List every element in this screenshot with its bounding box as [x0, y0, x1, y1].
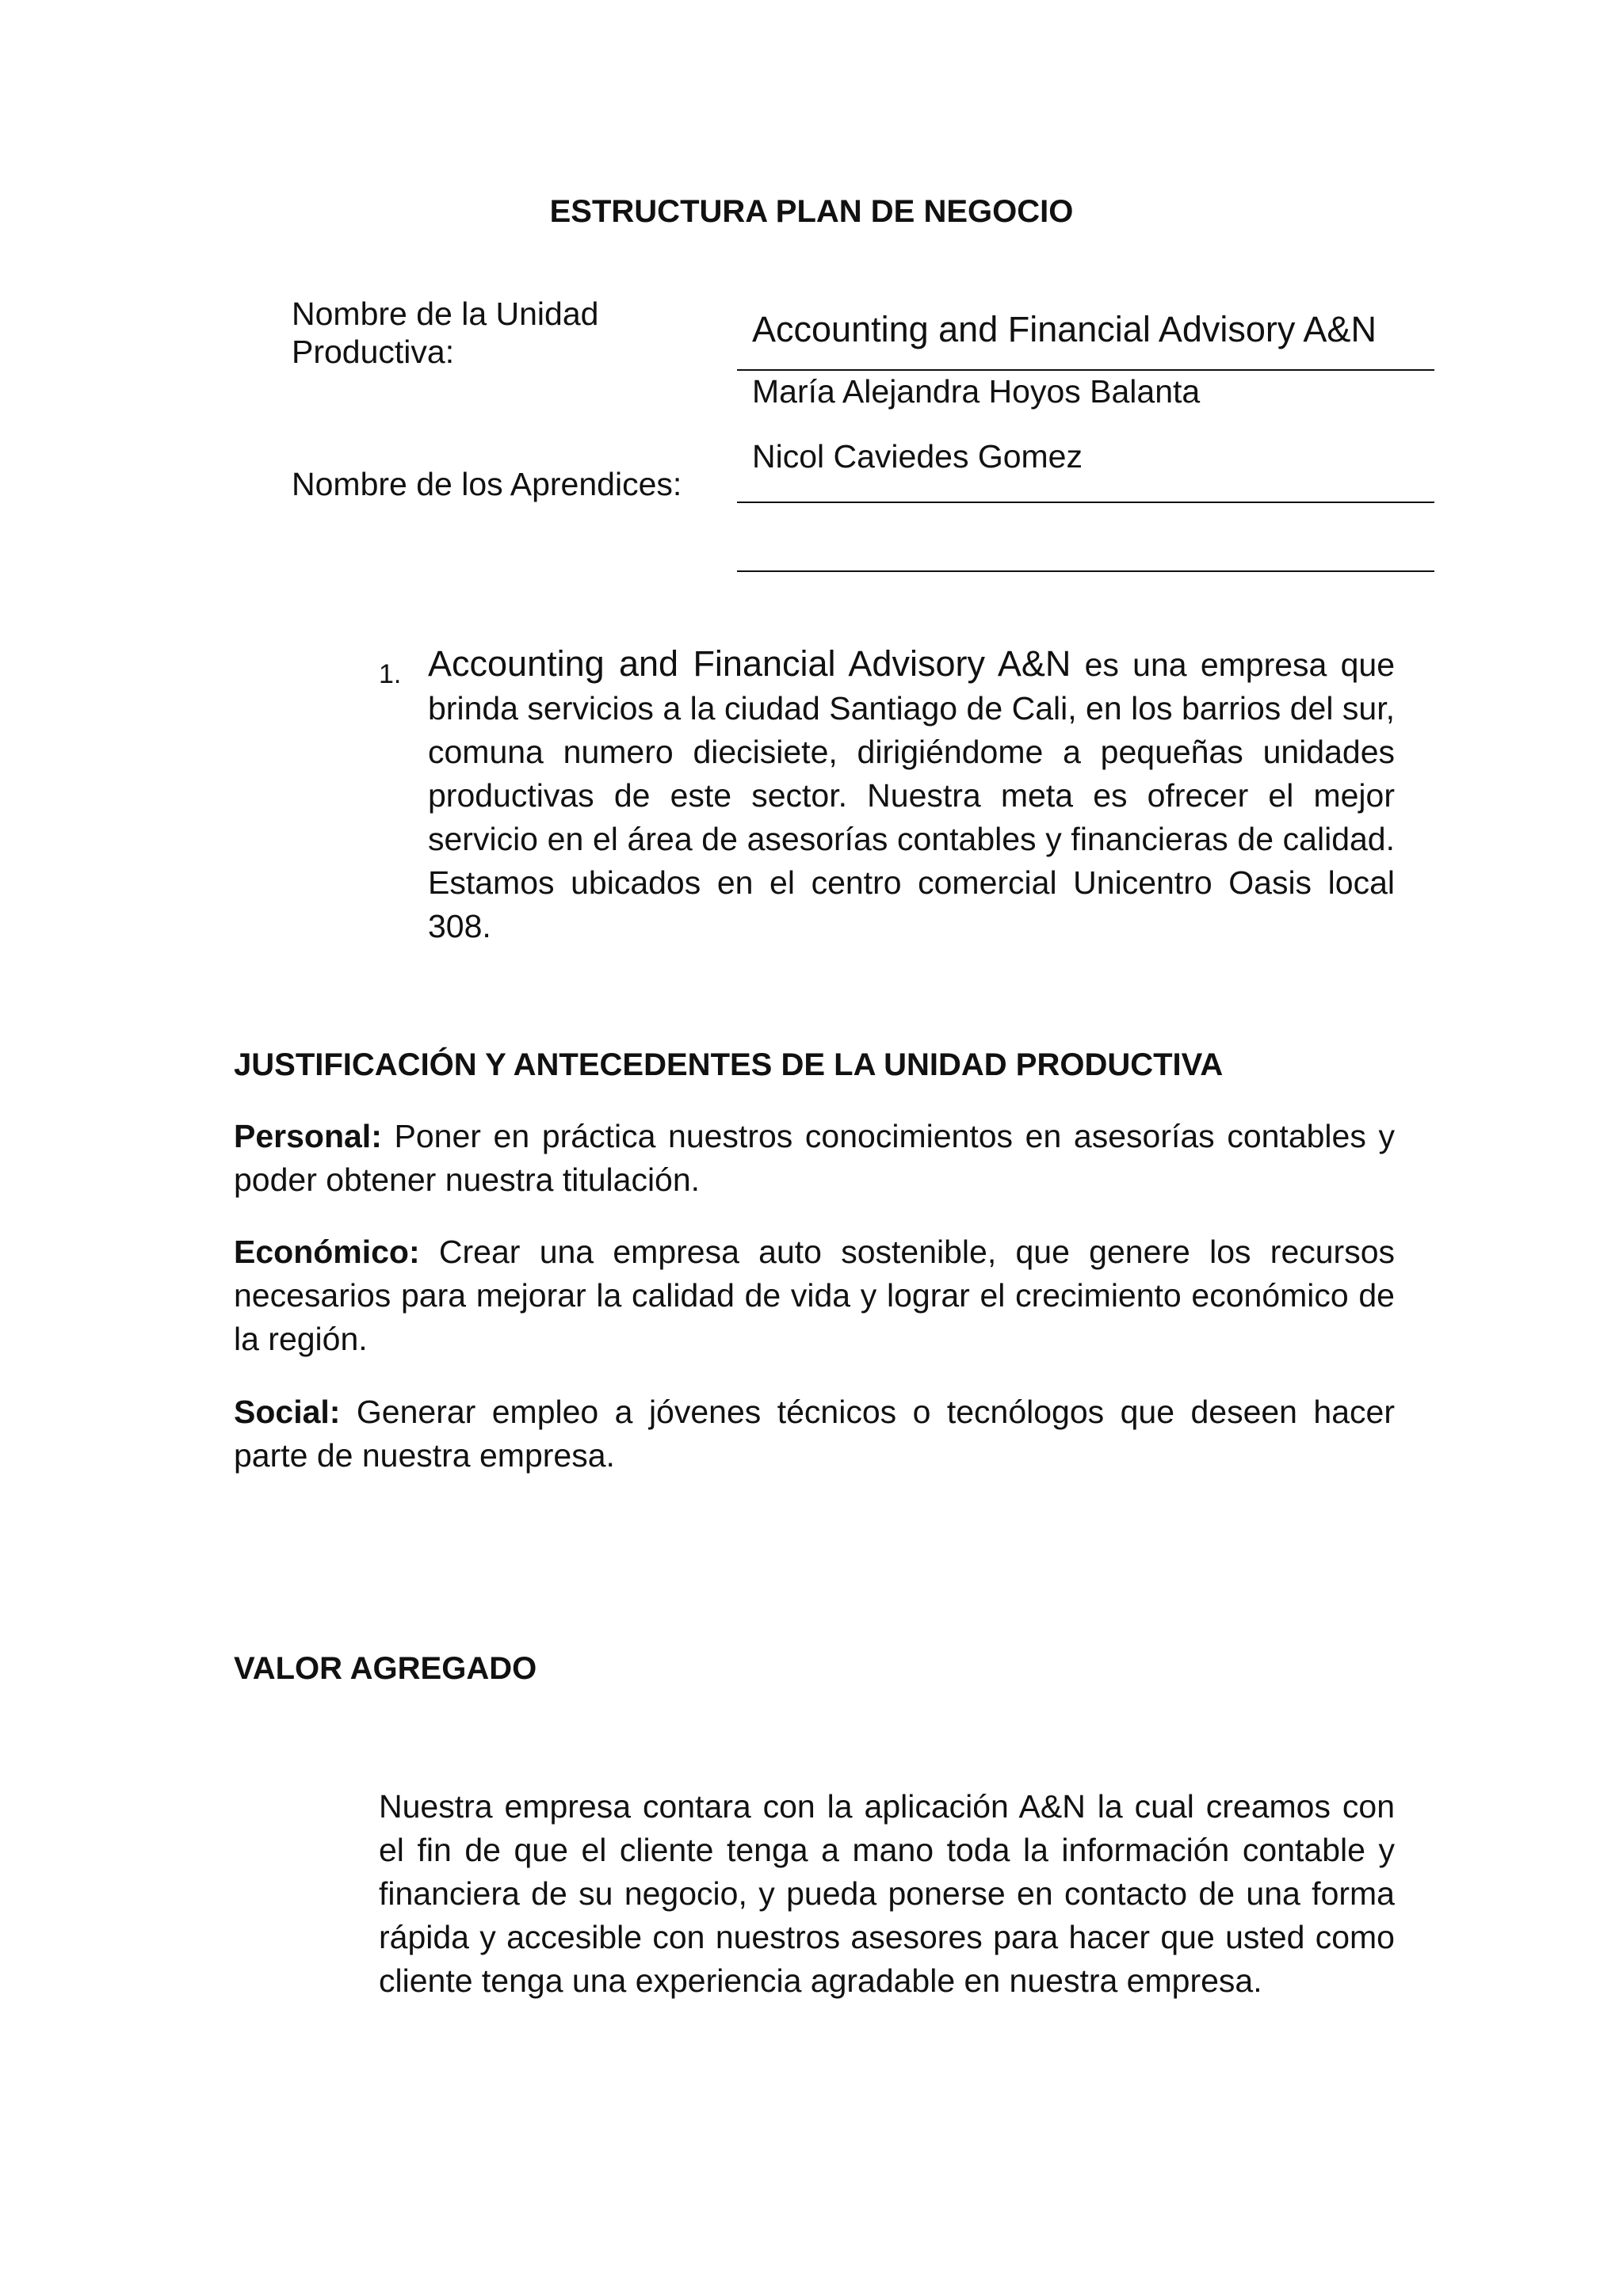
personal-label: Personal: [234, 1118, 382, 1154]
intro-lead-text: Accounting and Financial Advisory A&N [428, 643, 1071, 684]
document-title: ESTRUCTURA PLAN DE NEGOCIO [549, 194, 1074, 229]
unit-name-value: Accounting and Financial Advisory A&N [752, 309, 1377, 349]
intro-body-text: es una empresa que brinda servicios a la ciudad Santiago de Cali, en los barrios del sur, comuna numero diecisiete, dirigiéndome a pequeñas unidades productivas de este sector. Nuestra meta es ofrecer el mejor servicio en el área de asesorías contables y financieras de calidad. Estamos ubicados en el centro comercial Unicentro Oasis local 308. [428, 646, 1395, 944]
personal-text: Poner en práctica nuestros conocimientos en asesorías contables y poder obtener nuestra titulación. [234, 1118, 1395, 1198]
social-label: Social: [234, 1394, 341, 1430]
unit-name-label: Nombre de la Unidad Productiva: [292, 296, 599, 370]
economic-text: Crear una empresa auto sostenible, que genere los recursos necesarios para mejorar la calidad de vida y lograr el crecimiento económico de la región. [234, 1234, 1395, 1357]
justification-social [234, 1390, 1395, 1478]
justification-economic [234, 1230, 1395, 1361]
apprentice-underline-1 [737, 502, 1434, 503]
apprentice-name-2: Nicol Caviedes Gomez [752, 438, 1083, 475]
justification-personal [234, 1115, 1395, 1202]
value-added-heading: VALOR AGREGADO [234, 1651, 537, 1686]
apprentice-name-1: María Alejandra Hoyos Balanta [752, 373, 1201, 410]
social-text: Generar empleo a jóvenes técnicos o tecnólogos que deseen hacer parte de nuestra empresa. [234, 1394, 1395, 1474]
apprentices-label: Nombre de los Aprendices: [292, 466, 682, 502]
unit-name-underline [737, 369, 1434, 371]
justification-heading: JUSTIFICACIÓN Y ANTECEDENTES DE LA UNIDAD PRODUCTIVA [234, 1047, 1224, 1082]
list-number: 1. [379, 659, 402, 689]
apprentice-underline-2 [737, 570, 1434, 572]
value-added-paragraph: Nuestra empresa contara con la aplicación A&N la cual creamos con el fin de que el cliente tenga a mano toda la información contable y financiera de su negocio, y pueda ponerse en contacto de una forma rápida y accesible con nuestros asesores para hacer que usted como cliente tenga una experiencia agradable en nuestra empresa. [379, 1788, 1395, 1999]
intro-paragraph [428, 642, 1395, 948]
economic-label: Económico: [234, 1234, 420, 1270]
